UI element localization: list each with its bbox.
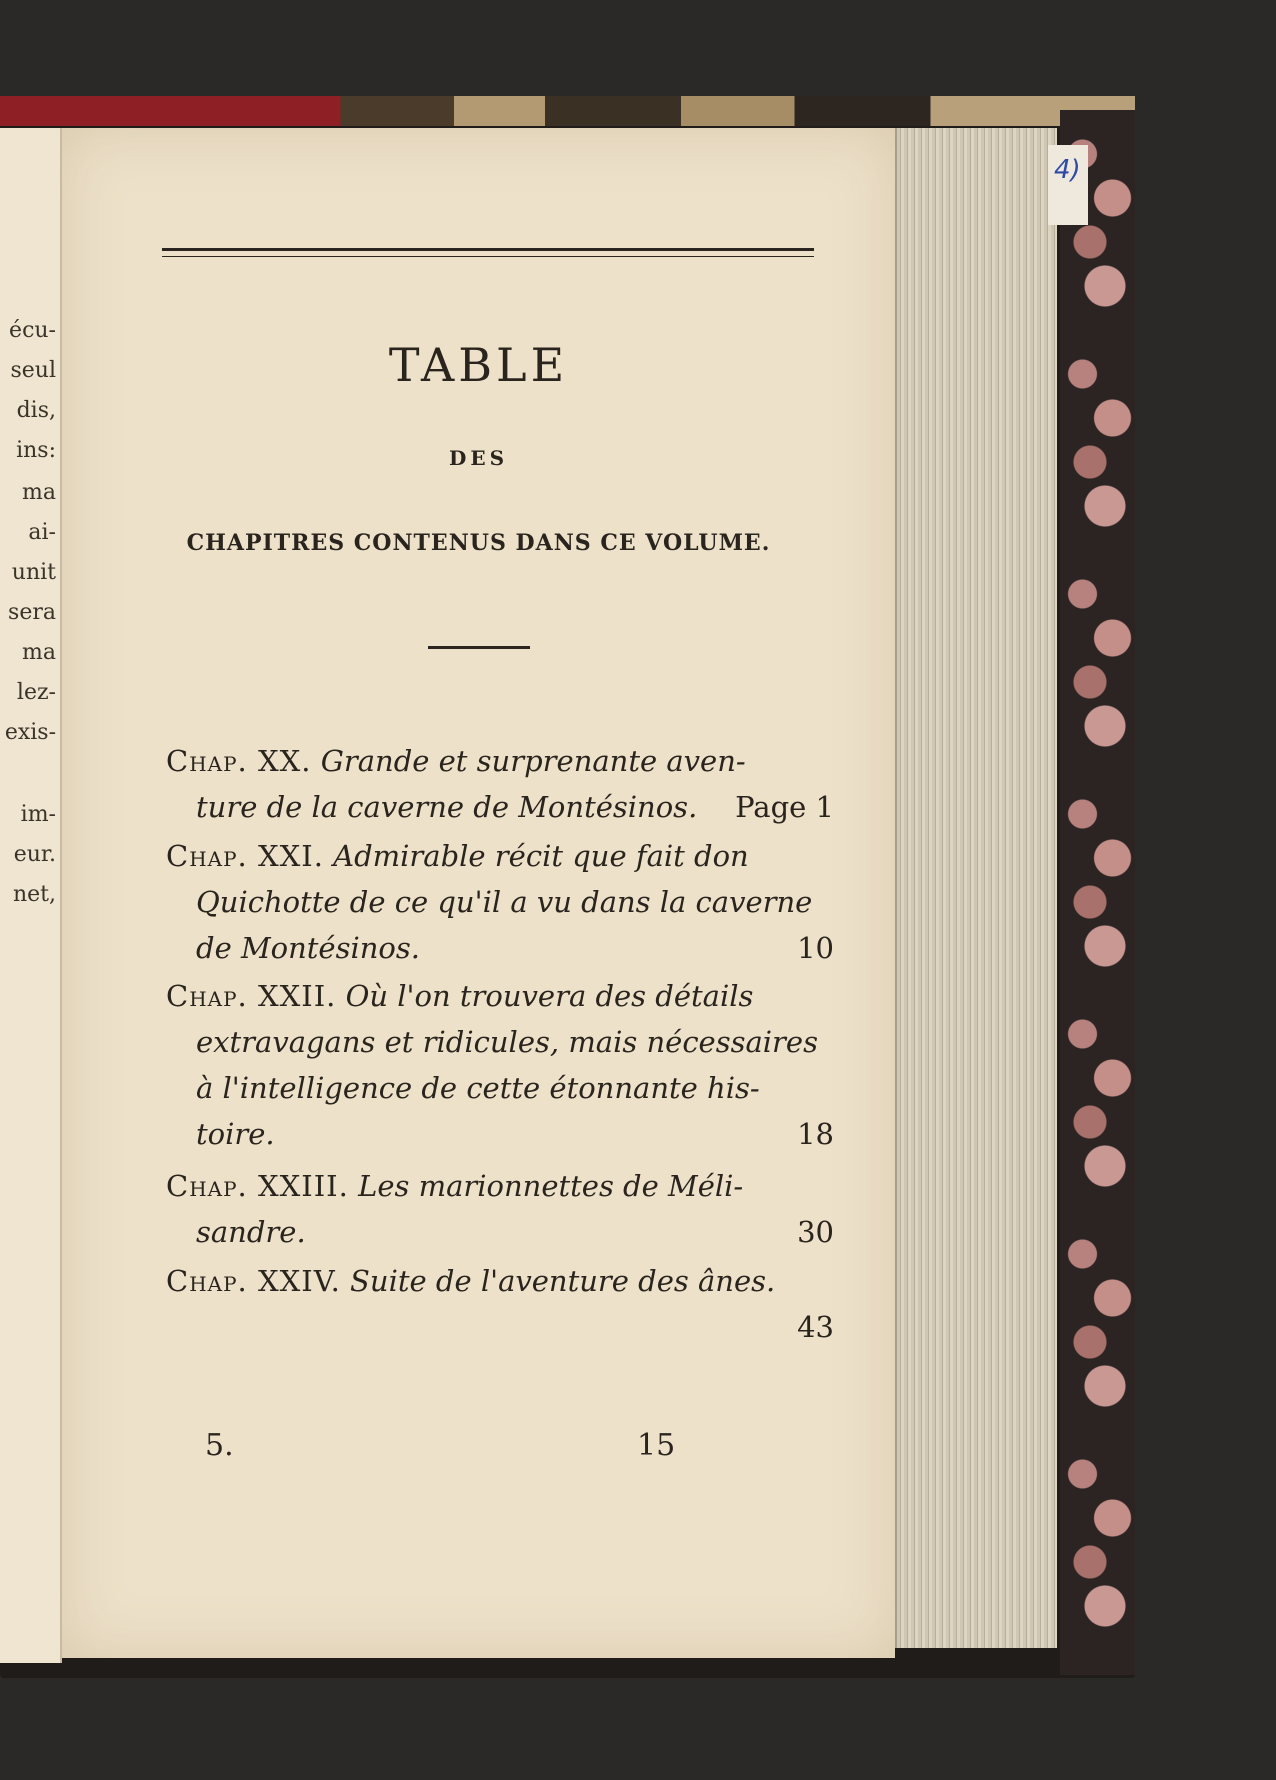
left-page-fragment: écu- bbox=[9, 318, 56, 343]
shelf-tag-label: 4) bbox=[1054, 155, 1081, 185]
cover-top-edge bbox=[0, 96, 1135, 126]
page-number: 30 bbox=[797, 1215, 834, 1249]
top-rule-thick bbox=[162, 248, 814, 251]
toc-line bbox=[166, 1258, 834, 1304]
chapter-title-text: sandre. bbox=[196, 1215, 306, 1249]
chapter-number: Chap. XXII. bbox=[166, 979, 337, 1013]
toc-line bbox=[166, 1019, 834, 1065]
left-page-fragment: dis, bbox=[16, 398, 56, 423]
signature-mark: 5. bbox=[205, 1428, 234, 1463]
left-page-fragment: unit bbox=[11, 560, 56, 585]
left-page-fragment: lez- bbox=[16, 680, 56, 705]
chapter-title-text: à l'intelligence de cette étonnante his- bbox=[196, 1071, 760, 1105]
toc-line bbox=[166, 925, 834, 971]
toc-line bbox=[166, 1163, 834, 1209]
chapter-title-text: Admirable récit que fait don bbox=[333, 839, 749, 873]
toc-line bbox=[166, 1065, 834, 1111]
left-page-fragment: ai- bbox=[28, 520, 56, 545]
toc-line bbox=[166, 973, 834, 1019]
page-title: TABLE bbox=[388, 338, 569, 392]
page-number: 18 bbox=[797, 1117, 834, 1151]
chapter-title-text: toire. bbox=[196, 1117, 275, 1151]
page-number: 10 bbox=[797, 931, 834, 965]
left-page bbox=[0, 128, 62, 1663]
page-number: 43 bbox=[797, 1310, 834, 1344]
chapter-number: Chap. XXI. bbox=[166, 839, 324, 873]
right-page bbox=[62, 128, 895, 1658]
page-number: Page 1 bbox=[735, 790, 834, 824]
left-page-fragment: exis- bbox=[4, 720, 56, 745]
chapter-title-text: ture de la caverne de Montésinos. bbox=[196, 790, 698, 824]
chapter-title-text: Où l'on trouvera des détails bbox=[345, 979, 754, 1013]
page-edges bbox=[895, 128, 1057, 1648]
left-page-fragment: ma bbox=[22, 480, 56, 505]
toc-line bbox=[166, 879, 834, 925]
cover-marbled-edge bbox=[1060, 110, 1135, 1675]
chapter-title-text: Les marionnettes de Méli- bbox=[358, 1169, 744, 1203]
left-page-fragment: ma bbox=[22, 640, 56, 665]
left-page-fragment: sera bbox=[8, 600, 56, 625]
left-page-fragment: im- bbox=[20, 802, 56, 827]
toc-entry bbox=[166, 1258, 834, 1350]
toc-line bbox=[166, 1111, 834, 1157]
toc-line bbox=[166, 784, 834, 830]
chapter-number: Chap. XXIII. bbox=[166, 1169, 349, 1203]
chapter-title-text: Quichotte de ce qu'il a vu dans la caverne bbox=[196, 885, 813, 919]
gathering-number: 15 bbox=[637, 1428, 676, 1463]
chapter-number: Chap. XX. bbox=[166, 744, 312, 778]
chapter-number: Chap. XXIV. bbox=[166, 1264, 341, 1298]
toc-line bbox=[166, 1304, 834, 1350]
shelf-tag bbox=[1048, 145, 1088, 225]
toc-entry bbox=[166, 973, 834, 1157]
toc-line bbox=[166, 833, 834, 879]
chapter-title-text: Suite de l'aventure des ânes. bbox=[350, 1264, 776, 1298]
chapter-title-text: Grande et surprenante aven- bbox=[320, 744, 746, 778]
top-rule-thin bbox=[162, 256, 814, 257]
chapter-title-text: extravagans et ridicules, mais nécessaires bbox=[196, 1025, 818, 1059]
left-page-fragment: eur. bbox=[13, 842, 56, 867]
short-rule bbox=[428, 646, 530, 649]
toc-entry bbox=[166, 738, 834, 830]
chapter-title-text: de Montésinos. bbox=[196, 931, 420, 965]
left-page-fragment: net, bbox=[12, 882, 56, 907]
toc-entry bbox=[166, 1163, 834, 1255]
left-page-fragment: ins: bbox=[16, 438, 56, 463]
des-label: DES bbox=[448, 446, 509, 470]
toc-line bbox=[166, 738, 834, 784]
left-page-fragment: seul bbox=[10, 358, 56, 383]
page-subtitle: CHAPITRES CONTENUS DANS CE VOLUME. bbox=[186, 530, 771, 556]
toc-line bbox=[166, 1209, 834, 1255]
toc-entry bbox=[166, 833, 834, 971]
